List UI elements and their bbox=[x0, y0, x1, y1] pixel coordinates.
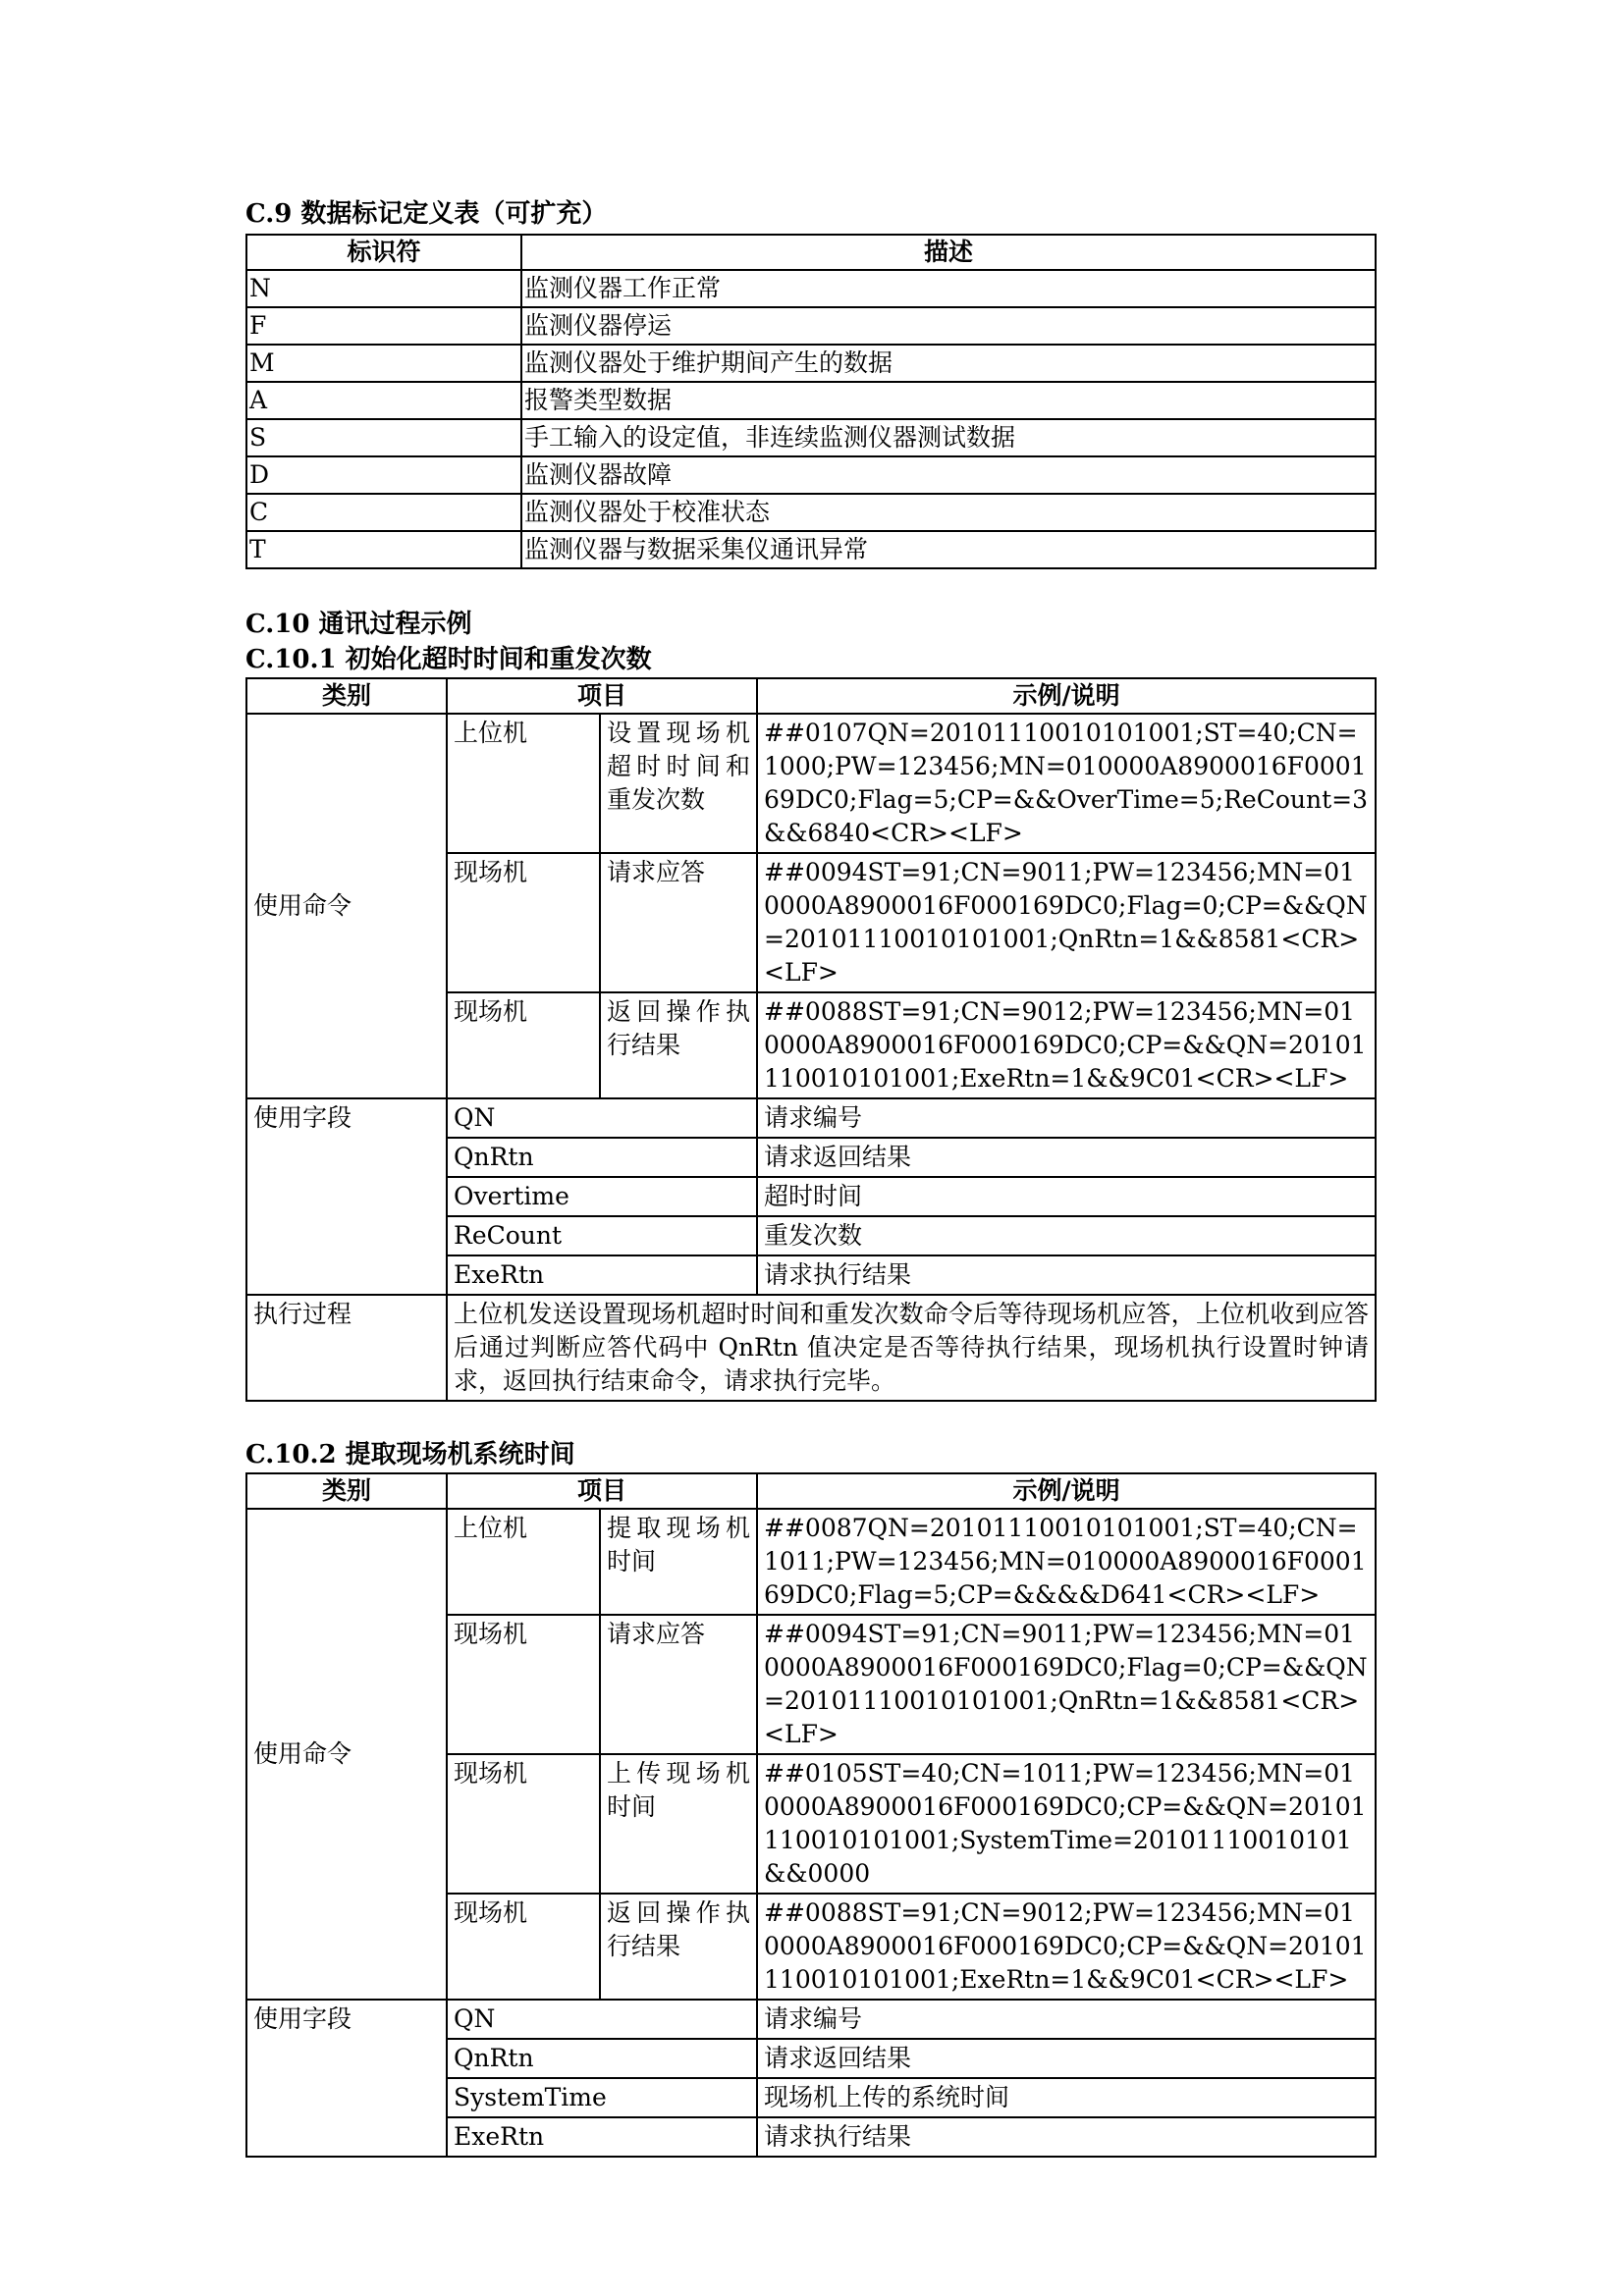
field-name: QN bbox=[447, 2000, 757, 2039]
command-role: 上位机 bbox=[447, 1509, 600, 1615]
field-description: 请求返回结果 bbox=[757, 2039, 1376, 2078]
table-row bbox=[246, 419, 1376, 456]
flag-description: 监测仪器工作正常 bbox=[521, 270, 1376, 307]
field-description: 请求执行结果 bbox=[757, 2117, 1376, 2157]
flag-code: A bbox=[246, 382, 521, 419]
document-page bbox=[245, 196, 1375, 2158]
category-fields: 使用字段 bbox=[246, 2000, 447, 2157]
header-item: 项目 bbox=[447, 678, 757, 714]
flag-code: M bbox=[246, 345, 521, 382]
table-header-row bbox=[246, 1473, 1376, 1509]
command-example: ##0105ST=40;CN=1011;PW=123456;MN=010000A8900016F000169DC0;CP=&&QN=20101110010101001;SystemTime=20101110010101&&0000 bbox=[757, 1754, 1376, 1894]
command-example: ##0087QN=20101110010101001;ST=40;CN=1011;PW=123456;MN=010000A8900016F000169DC0;Flag=5;CP=&&&&D641<CR><LF> bbox=[757, 1509, 1376, 1615]
category-commands: 使用命令 bbox=[246, 1509, 447, 2000]
field-name: SystemTime bbox=[447, 2078, 757, 2117]
header-category: 类别 bbox=[246, 1473, 447, 1509]
header-example: 示例/说明 bbox=[757, 1473, 1376, 1509]
table-row bbox=[246, 1098, 1376, 1138]
field-description: 请求执行结果 bbox=[757, 1255, 1376, 1295]
command-example: ##0094ST=91;CN=9011;PW=123456;MN=010000A8900016F000169DC0;Flag=0;CP=&&QN=20101110010101001;QnRtn=1&&8581<CR><LF> bbox=[757, 853, 1376, 992]
command-role: 上位机 bbox=[447, 714, 600, 853]
command-role: 现场机 bbox=[447, 1894, 600, 2000]
command-item: 返回操作执行结果 bbox=[600, 1894, 757, 2000]
command-role: 现场机 bbox=[447, 992, 600, 1098]
field-name: QnRtn bbox=[447, 2039, 757, 2078]
data-flag-table bbox=[245, 234, 1377, 569]
flag-description: 监测仪器停运 bbox=[521, 307, 1376, 345]
process-description: 上位机发送设置现场机超时时间和重发次数命令后等待现场机应答，上位机收到应答后通过判断应答代码中 QnRtn 值决定是否等待执行结果，现场机执行设置时钟请求，返回执行结束命令，请求执行完毕。 bbox=[447, 1295, 1376, 1401]
command-item: 上传现场机时间 bbox=[600, 1754, 757, 1894]
category-fields: 使用字段 bbox=[246, 1098, 447, 1295]
field-name: Overtime bbox=[447, 1177, 757, 1216]
flag-description: 监测仪器故障 bbox=[521, 456, 1376, 494]
table-row bbox=[246, 1295, 1376, 1401]
command-role: 现场机 bbox=[447, 1615, 600, 1754]
command-item: 设置现场机超时时间和重发次数 bbox=[600, 714, 757, 853]
section-title-c9: C.9 数据标记定义表（可扩充） bbox=[245, 199, 608, 229]
header-item: 项目 bbox=[447, 1473, 757, 1509]
command-item: 提取现场机时间 bbox=[600, 1509, 757, 1615]
section-title-c10-2: C.10.2 提取现场机系统时间 bbox=[245, 1440, 575, 1469]
command-role: 现场机 bbox=[447, 853, 600, 992]
category-process: 执行过程 bbox=[246, 1295, 447, 1401]
comm-example-table-get-time bbox=[245, 1472, 1377, 2158]
flag-description: 监测仪器处于维护期间产生的数据 bbox=[521, 345, 1376, 382]
flag-description: 监测仪器处于校准状态 bbox=[521, 494, 1376, 531]
comm-example-table-init-timeout bbox=[245, 677, 1377, 1402]
command-example: ##0107QN=20101110010101001;ST=40;CN=1000;PW=123456;MN=010000A8900016F000169DC0;Flag=5;CP=&&OverTime=5;ReCount=3&&6840<CR><LF> bbox=[757, 714, 1376, 853]
command-item: 请求应答 bbox=[600, 853, 757, 992]
section-title-c10: C.10 通讯过程示例 bbox=[245, 610, 472, 639]
table-header-row bbox=[246, 678, 1376, 714]
flag-code: S bbox=[246, 419, 521, 456]
flag-description: 监测仪器与数据采集仪通讯异常 bbox=[521, 531, 1376, 568]
flag-code: T bbox=[246, 531, 521, 568]
field-name: ReCount bbox=[447, 1216, 757, 1255]
command-example: ##0088ST=91;CN=9012;PW=123456;MN=010000A8900016F000169DC0;CP=&&QN=20101110010101001;ExeRtn=1&&9C01<CR><LF> bbox=[757, 992, 1376, 1098]
table-row bbox=[246, 307, 1376, 345]
section-title-c10-1: C.10.1 初始化超时时间和重发次数 bbox=[245, 645, 652, 674]
table-row bbox=[246, 270, 1376, 307]
field-name: QnRtn bbox=[447, 1138, 757, 1177]
header-description: 描述 bbox=[521, 235, 1376, 270]
field-name: ExeRtn bbox=[447, 2117, 757, 2157]
header-example: 示例/说明 bbox=[757, 678, 1376, 714]
field-name: QN bbox=[447, 1098, 757, 1138]
table-header-row bbox=[246, 235, 1376, 270]
table-row bbox=[246, 494, 1376, 531]
flag-description: 报警类型数据 bbox=[521, 382, 1376, 419]
field-description: 现场机上传的系统时间 bbox=[757, 2078, 1376, 2117]
category-commands: 使用命令 bbox=[246, 714, 447, 1098]
command-example: ##0088ST=91;CN=9012;PW=123456;MN=010000A8900016F000169DC0;CP=&&QN=20101110010101001;ExeRtn=1&&9C01<CR><LF> bbox=[757, 1894, 1376, 2000]
command-role: 现场机 bbox=[447, 1754, 600, 1894]
table-row bbox=[246, 382, 1376, 419]
flag-code: C bbox=[246, 494, 521, 531]
flag-code: N bbox=[246, 270, 521, 307]
flag-description: 手工输入的设定值，非连续监测仪器测试数据 bbox=[521, 419, 1376, 456]
header-identifier: 标识符 bbox=[246, 235, 521, 270]
field-description: 请求返回结果 bbox=[757, 1138, 1376, 1177]
flag-code: F bbox=[246, 307, 521, 345]
command-item: 请求应答 bbox=[600, 1615, 757, 1754]
table-row bbox=[246, 1509, 1376, 1615]
field-description: 请求编号 bbox=[757, 1098, 1376, 1138]
command-example: ##0094ST=91;CN=9011;PW=123456;MN=010000A8900016F000169DC0;Flag=0;CP=&&QN=20101110010101001;QnRtn=1&&8581<CR><LF> bbox=[757, 1615, 1376, 1754]
table-row bbox=[246, 2000, 1376, 2039]
table-row bbox=[246, 531, 1376, 568]
table-row bbox=[246, 456, 1376, 494]
field-description: 超时时间 bbox=[757, 1177, 1376, 1216]
table-row bbox=[246, 345, 1376, 382]
field-description: 重发次数 bbox=[757, 1216, 1376, 1255]
header-category: 类别 bbox=[246, 678, 447, 714]
field-description: 请求编号 bbox=[757, 2000, 1376, 2039]
field-name: ExeRtn bbox=[447, 1255, 757, 1295]
flag-code: D bbox=[246, 456, 521, 494]
command-item: 返回操作执行结果 bbox=[600, 992, 757, 1098]
table-row bbox=[246, 714, 1376, 853]
